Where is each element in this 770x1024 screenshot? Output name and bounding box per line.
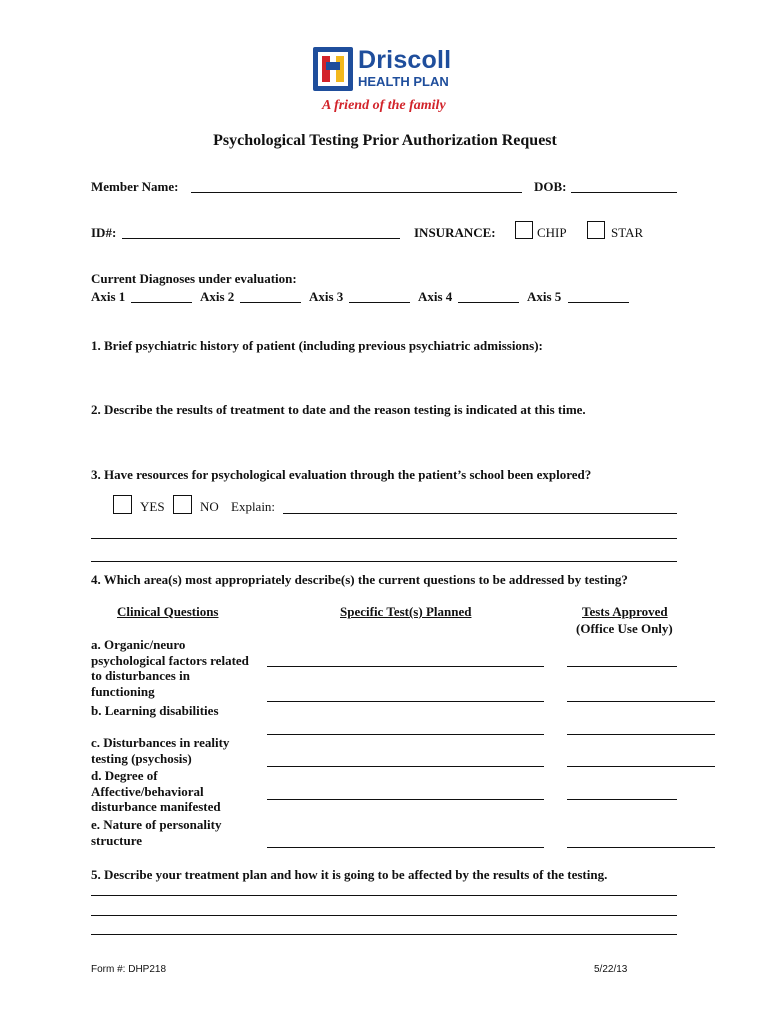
explain-line-2[interactable] xyxy=(91,538,677,539)
axis-3-label: Axis 3 xyxy=(309,289,344,304)
axis-2-label: Axis 2 xyxy=(200,289,235,304)
chip-label: CHIP xyxy=(537,225,567,240)
col-office-use: (Office Use Only) xyxy=(576,621,673,636)
chip-checkbox[interactable] xyxy=(515,221,533,239)
clinical-item-d: d. Degree of Affective/behavioral disturbance manifested xyxy=(91,768,221,814)
approved-line-3[interactable] xyxy=(567,734,715,735)
clinical-item-e: e. Nature of personality structure xyxy=(91,817,222,848)
member-name-field[interactable] xyxy=(191,192,522,193)
axis-4-field[interactable] xyxy=(458,302,519,303)
approved-line-1[interactable] xyxy=(567,666,677,667)
form-number: Form #: DHP218 xyxy=(91,964,167,975)
approved-line-2[interactable] xyxy=(567,701,715,702)
axis-5-label: Axis 5 xyxy=(527,289,562,304)
id-field[interactable] xyxy=(122,238,400,239)
logo xyxy=(310,44,470,120)
specific-test-line-6[interactable] xyxy=(267,847,544,848)
yes-label: YES xyxy=(140,499,165,514)
axis-4-label: Axis 4 xyxy=(418,289,453,304)
axis-1-label: Axis 1 xyxy=(91,289,126,304)
col-specific-tests: Specific Test(s) Planned xyxy=(340,604,472,619)
dob-label: DOB: xyxy=(534,179,567,194)
form-date: 5/22/13 xyxy=(594,964,628,975)
star-checkbox[interactable] xyxy=(587,221,605,239)
dob-field[interactable] xyxy=(571,192,677,193)
treatment-line-2[interactable] xyxy=(91,915,677,916)
logo-subbrand: HEALTH PLAN xyxy=(358,74,449,89)
axis-1-field[interactable] xyxy=(131,302,192,303)
question-2: 2. Describe the results of treatment to date and the reason testing is indicated at this time. xyxy=(91,402,586,417)
insurance-label: INSURANCE: xyxy=(414,225,496,240)
explain-field[interactable] xyxy=(283,513,677,514)
specific-test-line-1[interactable] xyxy=(267,666,544,667)
approved-line-4[interactable] xyxy=(567,766,715,767)
question-4: 4. Which area(s) most appropriately describe(s) the current questions to be addressed by testing? xyxy=(91,572,628,587)
specific-test-line-4[interactable] xyxy=(267,766,544,767)
page-title: Psychological Testing Prior Authorization Request xyxy=(213,132,557,149)
treatment-line-1[interactable] xyxy=(91,895,677,896)
diagnoses-heading: Current Diagnoses under evaluation: xyxy=(91,271,297,286)
treatment-line-3[interactable] xyxy=(91,934,677,935)
specific-test-line-3[interactable] xyxy=(267,734,544,735)
question-3: 3. Have resources for psychological evaluation through the patient’s school been explored? xyxy=(91,467,592,482)
member-name-label: Member Name: xyxy=(91,179,179,194)
logo-tagline: A friend of the family xyxy=(322,98,446,113)
question-5: 5. Describe your treatment plan and how it is going to be affected by the results of the testing. xyxy=(91,867,608,882)
axis-5-field[interactable] xyxy=(568,302,629,303)
clinical-item-a: a. Organic/neuro psychological factors related to disturbances in functioning xyxy=(91,637,249,699)
col-clinical-questions: Clinical Questions xyxy=(117,604,219,619)
clinical-item-b: b. Learning disabilities xyxy=(91,703,219,718)
question-1: 1. Brief psychiatric history of patient (including previous psychiatric admissions): xyxy=(91,338,543,353)
clinical-item-c: c. Disturbances in reality testing (psychosis) xyxy=(91,735,230,766)
specific-test-line-5[interactable] xyxy=(267,799,544,800)
no-label: NO xyxy=(200,499,219,514)
explain-line-3[interactable] xyxy=(91,561,677,562)
col-tests-approved: Tests Approved xyxy=(582,604,668,619)
axis-2-field[interactable] xyxy=(240,302,301,303)
id-label: ID#: xyxy=(91,225,117,240)
driscoll-logo-mark xyxy=(312,46,354,92)
approved-line-6[interactable] xyxy=(567,847,715,848)
specific-test-line-2[interactable] xyxy=(267,701,544,702)
approved-line-5[interactable] xyxy=(567,799,677,800)
no-checkbox[interactable] xyxy=(173,495,192,514)
star-label: STAR xyxy=(611,225,644,240)
logo-brand: Driscoll xyxy=(358,46,452,74)
yes-checkbox[interactable] xyxy=(113,495,132,514)
explain-label: Explain: xyxy=(231,499,276,514)
axis-3-field[interactable] xyxy=(349,302,410,303)
